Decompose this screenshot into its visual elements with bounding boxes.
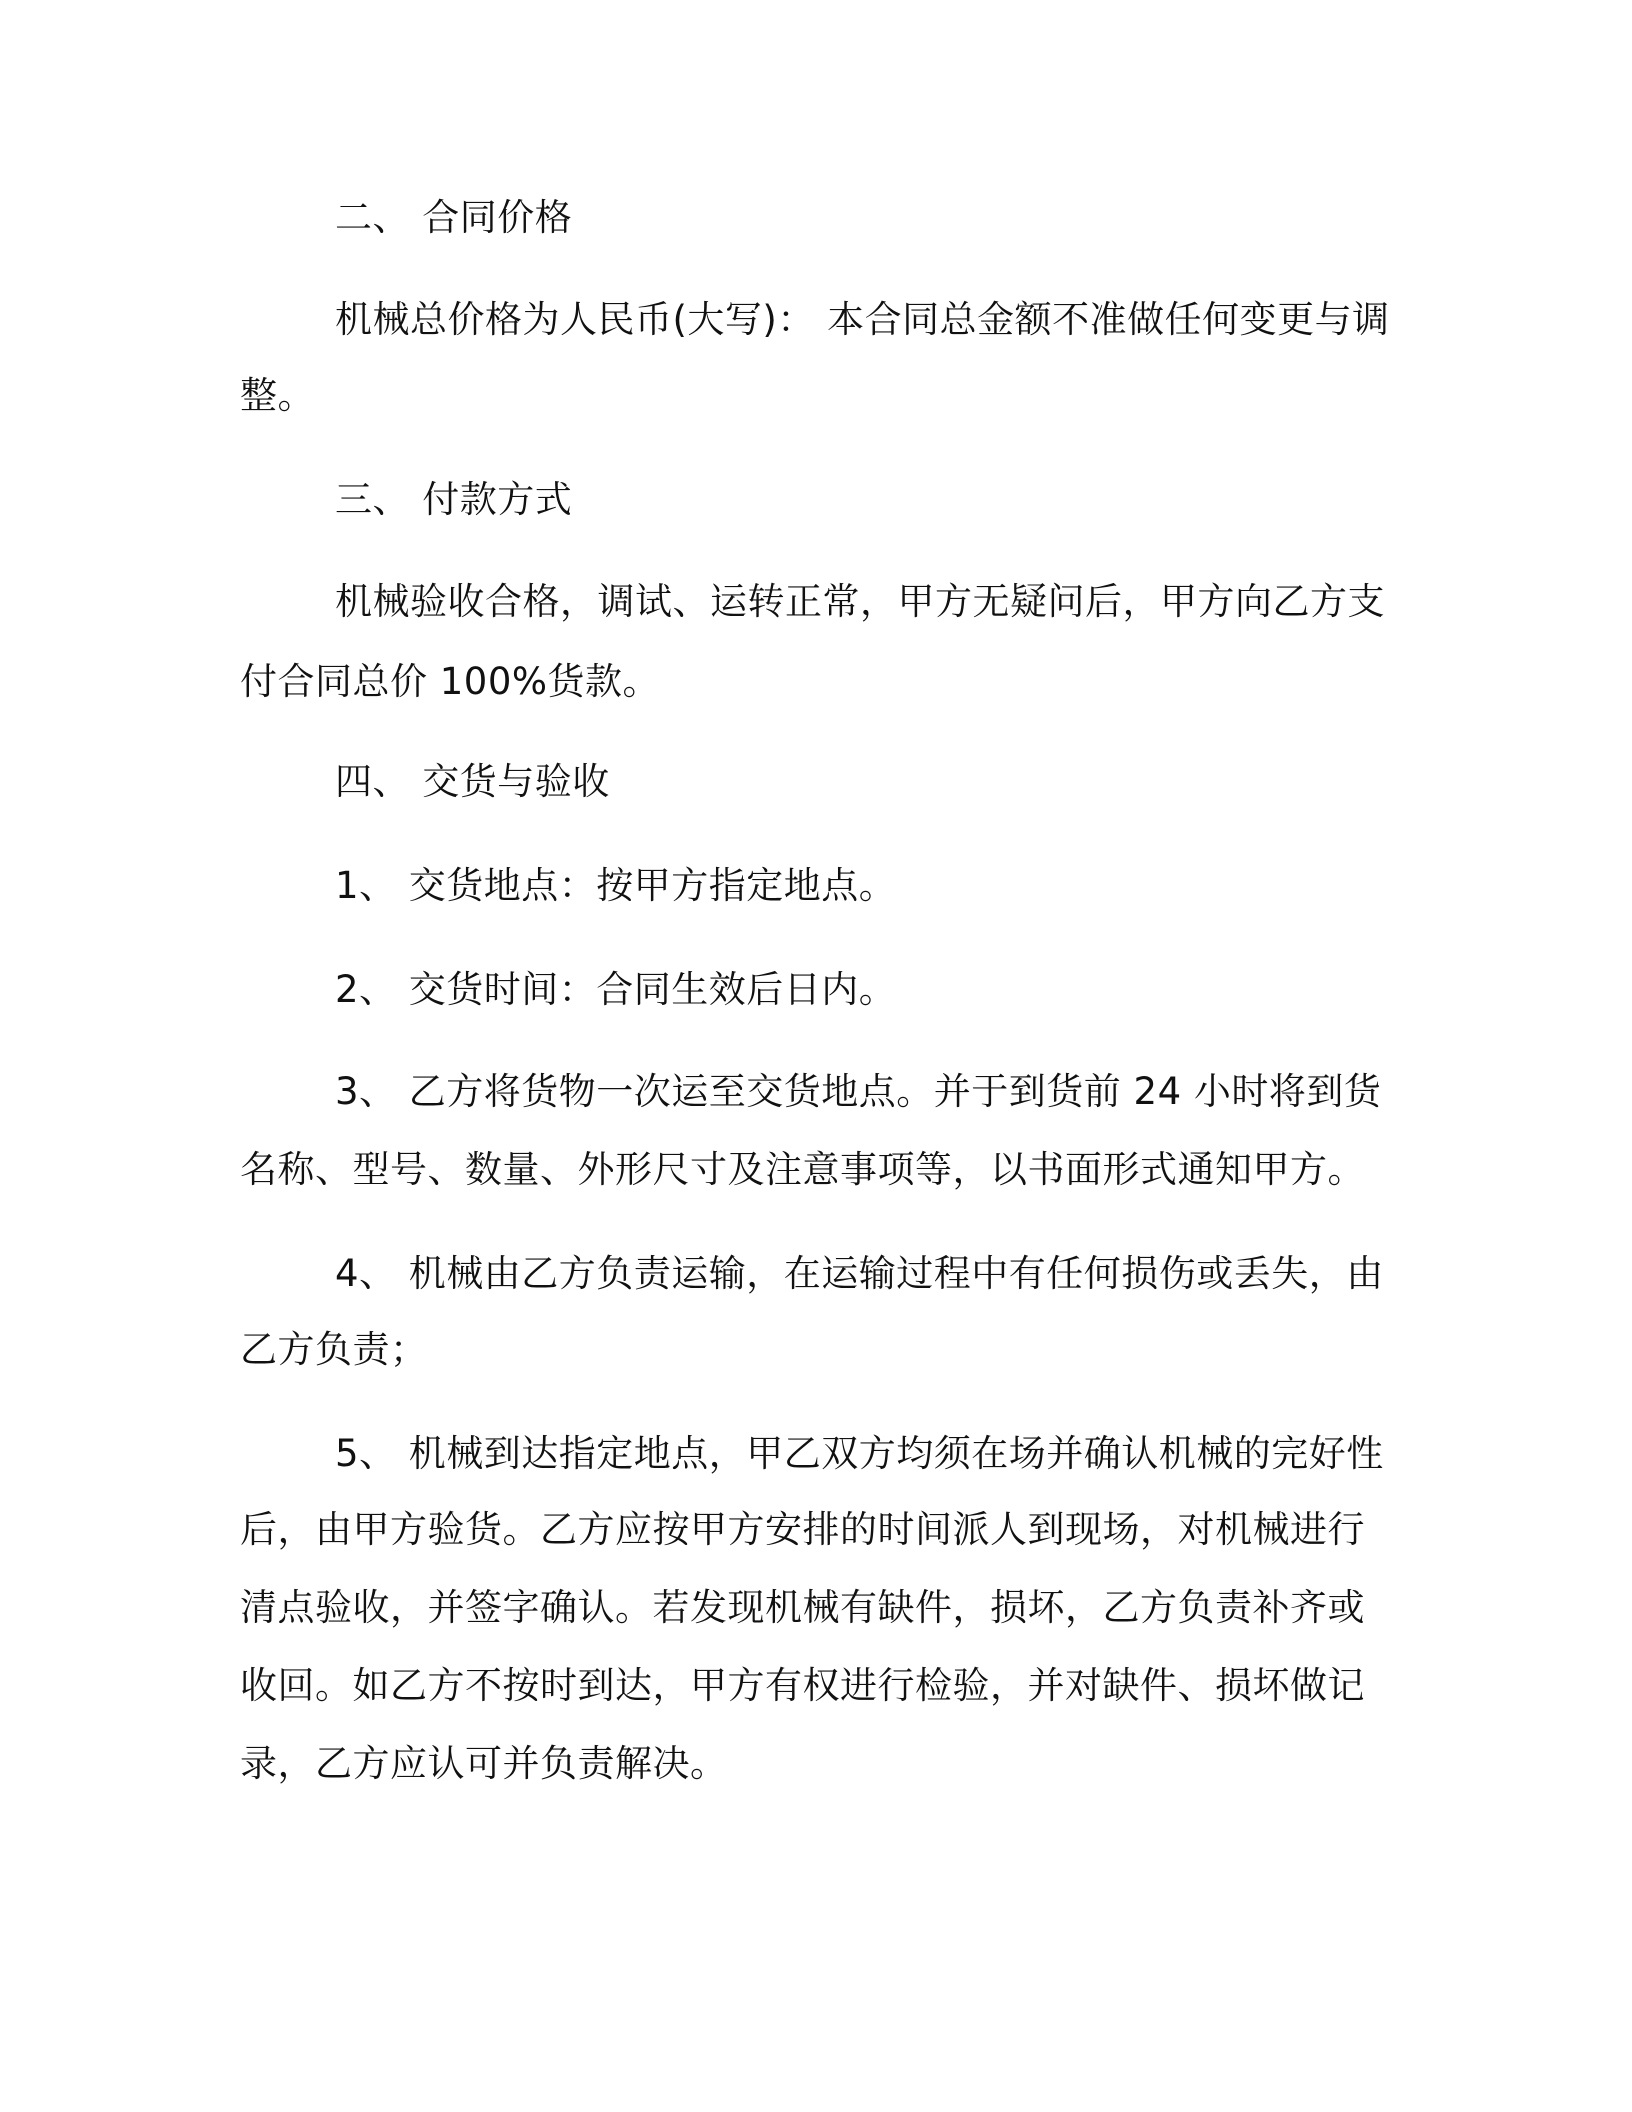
paragraph-line: 机械总价格为人民币(大写)： 本合同总金额不准做任何变更与调 xyxy=(335,298,1390,341)
list-item-2: 2、 交货时间：合同生效后日内。 xyxy=(335,968,897,1011)
paragraph-line: 机械验收合格，调试、运转正常，甲方无疑问后，甲方向乙方支 xyxy=(335,580,1385,623)
list-item-4: 4、 机械由乙方负责运输，在运输过程中有任何损伤或丢失，由 xyxy=(335,1252,1384,1295)
paragraph-line: 整。 xyxy=(240,374,315,417)
list-item-3: 3、 乙方将货物一次运至交货地点。并于到货前 24 小时将到货 xyxy=(335,1070,1382,1113)
list-item-5: 5、 机械到达指定地点，甲乙双方均须在场并确认机械的完好性 xyxy=(335,1432,1384,1475)
list-item-5-cont: 清点验收，并签字确认。若发现机械有缺件，损坏，乙方负责补齐或 xyxy=(240,1586,1365,1629)
section-heading-payment: 三、 付款方式 xyxy=(335,478,573,521)
list-item-1: 1、 交货地点：按甲方指定地点。 xyxy=(335,864,897,907)
section-heading-price: 二、 合同价格 xyxy=(335,196,573,239)
list-item-5-cont: 后，由甲方验货。乙方应按甲方安排的时间派人到现场，对机械进行 xyxy=(240,1508,1365,1551)
list-item-5-cont: 录，乙方应认可并负责解决。 xyxy=(240,1742,728,1785)
paragraph-line: 付合同总价 100%货款。 xyxy=(240,660,661,703)
list-item-3-cont: 名称、型号、数量、外形尺寸及注意事项等，以书面形式通知甲方。 xyxy=(240,1148,1365,1191)
list-item-4-cont: 乙方负责； xyxy=(240,1328,428,1371)
list-item-5-cont: 收回。如乙方不按时到达，甲方有权进行检验，并对缺件、损坏做记 xyxy=(240,1664,1365,1707)
section-heading-delivery: 四、 交货与验收 xyxy=(335,760,610,803)
